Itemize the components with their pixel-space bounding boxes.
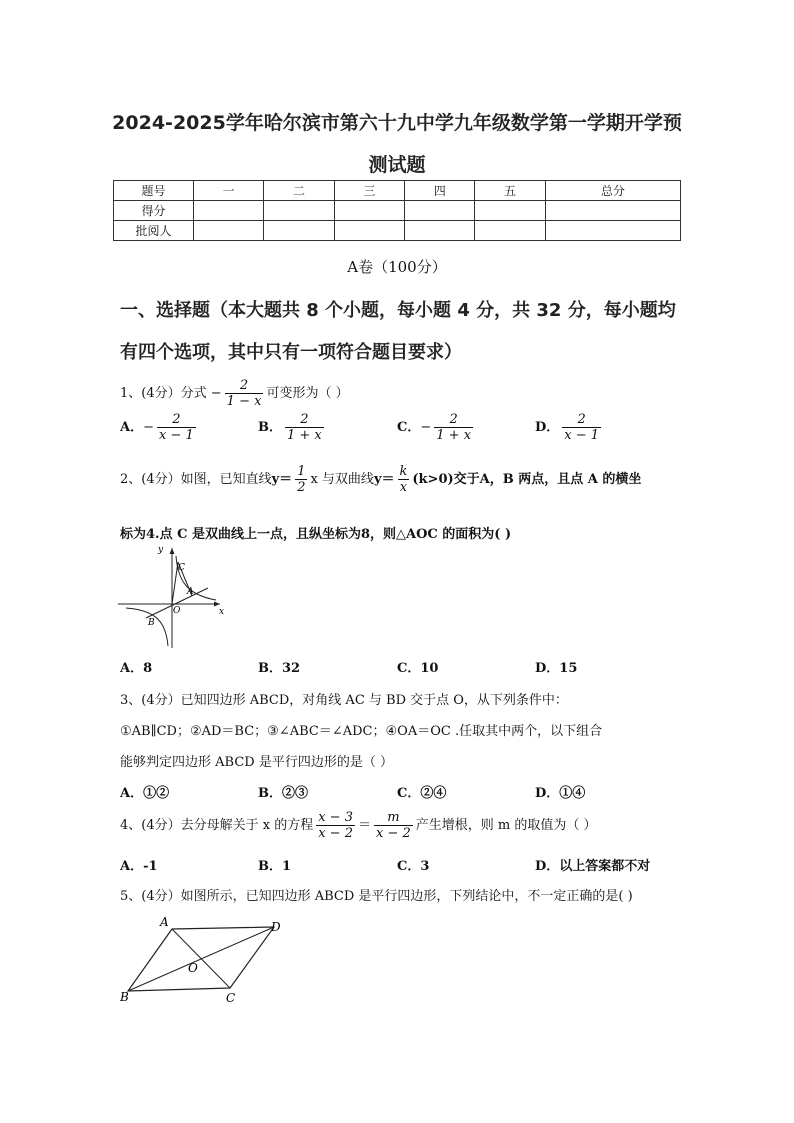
- label-x: x: [219, 607, 225, 617]
- question-2-y2: y＝: [373, 472, 395, 487]
- question-1-suffix: 可变形为（ ）: [266, 386, 349, 401]
- score-table: [113, 180, 681, 241]
- question-2-fraction-1: [295, 464, 307, 495]
- fraction-denominator: x − 2: [318, 826, 353, 841]
- section-heading-line-2: 有四个选项，其中只有一项符合题目要求）: [120, 342, 462, 363]
- diagonal-bd: [128, 927, 274, 991]
- x-axis-arrow: [214, 602, 220, 607]
- fraction-numerator: 2: [577, 412, 586, 427]
- question-4-suffix: 产生增根，则 m 的取值为（ ）: [415, 818, 597, 833]
- question-2-line-1: [120, 464, 641, 495]
- question-4-option-d[interactable]: D．以上答案都不对: [535, 859, 651, 874]
- question-3-line-2: ①AB∥CD；②AD＝BC；③∠ABC＝∠ADC；④OA＝OC .任取其中两个，以下组合: [120, 724, 603, 739]
- grader-cell[interactable]: [334, 221, 404, 241]
- question-3-option-a[interactable]: A．①②: [120, 786, 170, 801]
- question-1-fraction: [225, 378, 264, 409]
- score-cell[interactable]: [334, 201, 404, 221]
- table-header-cell: 三: [334, 181, 404, 201]
- fraction-numerator: x − 3: [318, 810, 353, 825]
- question-2-prefix: 2、(4分）如图，已知直线: [120, 472, 272, 487]
- label-c: C: [226, 991, 236, 1005]
- table-header-cell: 题号: [114, 181, 194, 201]
- fraction-denominator: 1 − x: [226, 394, 262, 409]
- option-sign: −: [420, 420, 432, 435]
- label-c: C: [178, 563, 185, 573]
- fraction-denominator: x − 1: [159, 428, 194, 443]
- question-3-option-b[interactable]: B．②③: [258, 786, 308, 801]
- question-2-option-c[interactable]: C．10: [397, 661, 439, 676]
- question-2-figure: [116, 542, 228, 652]
- fraction-numerator: m: [387, 810, 400, 825]
- fraction-numerator: 2: [172, 412, 181, 427]
- question-5: 5、(4分）如图所示，已知四边形 ABCD 是平行四边形，下列结论中，不一定正确的是( ): [120, 889, 633, 904]
- option-fraction: [157, 412, 196, 443]
- fraction-numerator: 2: [449, 412, 458, 427]
- table-row-label: 得分: [114, 201, 194, 221]
- question-1-option-a[interactable]: [120, 412, 199, 443]
- question-3-option-c[interactable]: C．②④: [397, 786, 447, 801]
- title-line-2: 测试题: [368, 154, 426, 176]
- table-row: [114, 221, 681, 241]
- label-y: y: [158, 545, 164, 555]
- question-2-mid: x 与双曲线: [310, 472, 374, 487]
- label-o: O: [173, 606, 181, 616]
- question-4: [120, 810, 597, 841]
- fraction-denominator: 1 + x: [287, 428, 322, 443]
- question-2-option-b[interactable]: B．32: [258, 661, 301, 676]
- fraction-numerator: k: [399, 464, 408, 479]
- label-b: B: [120, 990, 129, 1004]
- question-1-sign: −: [210, 386, 222, 401]
- label-b: B: [148, 618, 155, 628]
- question-3-line-1: 3、(4分）已知四边形 ABCD，对角线 AC 与 BD 交于点 O，从下列条件中：: [120, 693, 568, 708]
- label-a: A: [160, 915, 169, 929]
- fraction-denominator: x − 1: [564, 428, 600, 443]
- table-header-cell: 二: [264, 181, 334, 201]
- fraction-numerator: 2: [239, 378, 249, 393]
- grader-cell[interactable]: [264, 221, 334, 241]
- question-2-suffix: (k>0)交于A，B 两点，且点 A 的横坐: [412, 472, 642, 487]
- table-header-cell: 四: [405, 181, 475, 201]
- question-4-equals: ＝: [357, 818, 371, 833]
- option-sign: −: [143, 420, 154, 435]
- question-4-prefix: 4、(4分）去分母解关于 x 的方程: [120, 818, 314, 833]
- score-cell[interactable]: [545, 201, 680, 221]
- question-3-option-d[interactable]: D．①④: [535, 786, 586, 801]
- score-cell[interactable]: [475, 201, 545, 221]
- fraction-denominator: x: [398, 479, 410, 495]
- question-2-option-a[interactable]: A．8: [120, 661, 153, 676]
- grader-cell[interactable]: [545, 221, 680, 241]
- label-a: A: [187, 587, 194, 597]
- table-row-label: 批阅人: [114, 221, 194, 241]
- question-2-fraction-2: [398, 464, 410, 495]
- question-1: [120, 378, 349, 409]
- question-2-option-d[interactable]: D．15: [535, 661, 578, 676]
- grader-cell[interactable]: [405, 221, 475, 241]
- question-4-fraction-1: [316, 810, 355, 841]
- option-fraction: [434, 412, 473, 443]
- question-4-fraction-2: [374, 810, 413, 841]
- question-1-option-c[interactable]: [397, 412, 476, 443]
- y-axis-arrow: [170, 548, 175, 554]
- option-label: C．: [397, 420, 421, 435]
- option-label: A．: [120, 420, 144, 435]
- fraction-denominator: 1 + x: [436, 428, 472, 443]
- question-5-figure: [116, 914, 288, 1006]
- table-header-cell: 五: [475, 181, 545, 201]
- label-o: O: [188, 961, 198, 975]
- question-2-line-2: 标为4.点 C 是双曲线上一点，且纵坐标为8，则△AOC 的面积为( ): [120, 527, 512, 542]
- score-cell[interactable]: [264, 201, 334, 221]
- table-header-cell: 总分: [545, 181, 680, 201]
- section-heading-line-1: 一、选择题（本大题共 8 个小题，每小题 4 分，共 32 分，每小题均: [120, 300, 676, 321]
- question-1-option-d[interactable]: [535, 412, 604, 443]
- option-label: B．: [258, 420, 282, 435]
- question-4-option-c[interactable]: C．3: [397, 859, 430, 874]
- label-d: D: [271, 920, 281, 934]
- option-fraction: [285, 412, 324, 443]
- grader-cell[interactable]: [194, 221, 264, 241]
- table-row: [114, 201, 681, 221]
- question-1-prefix: 1、(4分）分式: [120, 386, 207, 401]
- score-cell[interactable]: [405, 201, 475, 221]
- question-2-y1: y＝: [271, 472, 293, 487]
- question-3-line-3: 能够判定四边形 ABCD 是平行四边形的是（ ）: [120, 755, 393, 770]
- fraction-denominator: x − 2: [376, 826, 411, 841]
- fraction-numerator: 1: [297, 464, 306, 479]
- question-4-option-a[interactable]: A．-1: [120, 859, 158, 874]
- fraction-numerator: 2: [300, 412, 309, 427]
- option-label: D．: [535, 420, 560, 435]
- volume-label: A卷（100分）: [347, 258, 447, 276]
- option-fraction: [562, 412, 601, 443]
- question-1-option-b[interactable]: [258, 412, 327, 443]
- title-line-1: 2024-2025学年哈尔滨市第六十九中学九年级数学第一学期开学预: [112, 112, 682, 134]
- hyperbola-branch-2: [126, 608, 168, 646]
- grader-cell[interactable]: [475, 221, 545, 241]
- table-row: [114, 181, 681, 201]
- fraction-denominator: 2: [297, 480, 306, 495]
- score-cell[interactable]: [194, 201, 264, 221]
- table-header-cell: 一: [194, 181, 264, 201]
- question-4-option-b[interactable]: B．1: [258, 859, 292, 874]
